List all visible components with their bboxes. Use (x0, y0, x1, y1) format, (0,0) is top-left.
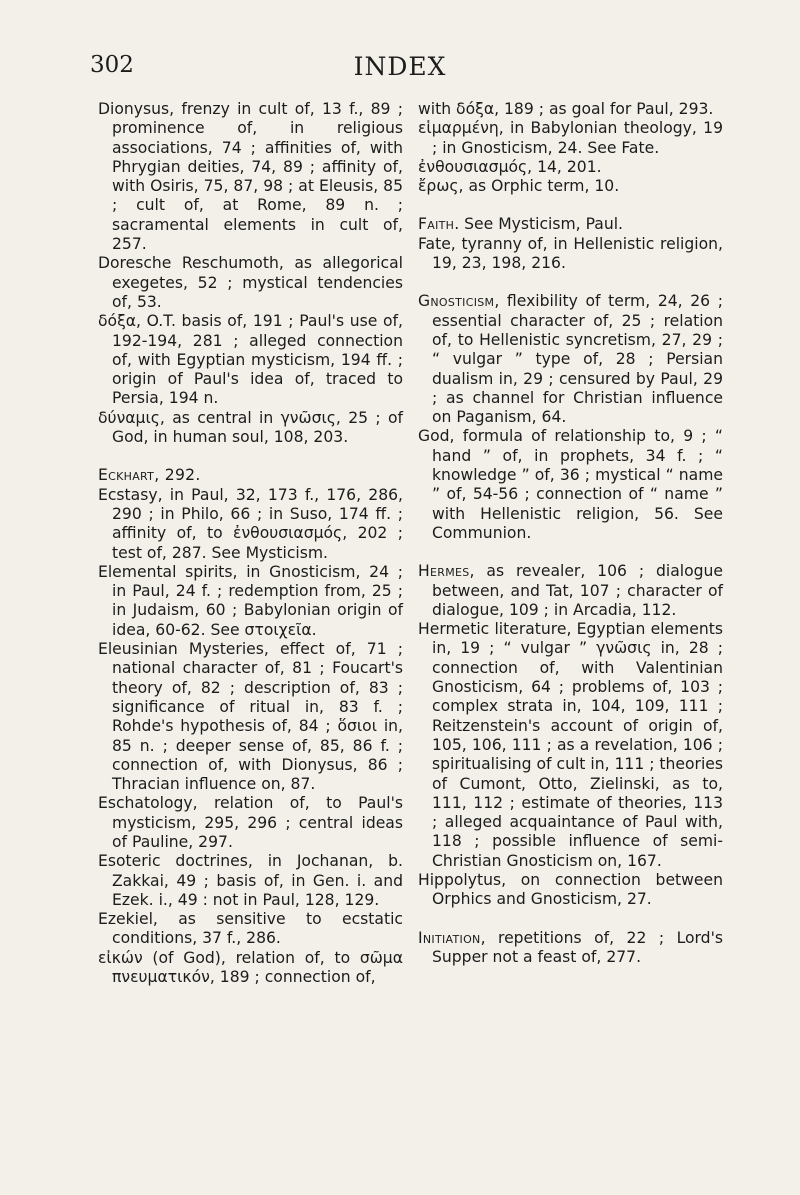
index-entry: Hermes, as revealer, 106 ; dialogue between, and Tat, 107 ; character of dialogue, 109 ; in Arcadia, 112. (418, 562, 723, 619)
index-entry: Eckhart, 292. (98, 466, 201, 485)
index-entry: Faith. See Mysticism, Paul. (418, 215, 624, 234)
index-entry: Esoteric doctrines, in Jochanan, b. Zakkai, 49 ; basis of, in Gen. i. and Ezek. i., 49 : not in Paul, 128, 129. (98, 852, 403, 909)
index-entry: ἔρως, as Orphic term, 10. (418, 177, 620, 196)
index-entry: Ezekiel, as sensitive to ecstatic conditions, 37 f., 286. (98, 910, 403, 948)
index-entry: εἱμαρμένη, in Babylonian theology, 19 ; in Gnosticism, 24. See Fate. (418, 119, 723, 157)
index-column-right (418, 100, 723, 967)
index-entry: δύναμις, as central in γνῶσις, 25 ; of God, in human soul, 108, 203. (98, 408, 403, 447)
index-entry: Fate, tyranny of, in Hellenistic religion, 19, 23, 198, 216. (418, 234, 723, 273)
index-entry: Gnosticism, flexibility of term, 24, 26 ; essential character of, 25 ; relation of, to Hellenistic syncretism, 27, 29 ; “ vulgar ” type of, 28 ; Persian dualism in, 29 ; censured by Paul, 29 ; as channel for Christian influence on Paganism, 64. (418, 292, 723, 427)
index-entry: ἐνθουσιασμός, 14, 201. (418, 157, 602, 176)
index-headword: Gnosticism (418, 292, 495, 311)
index-entry: Doresche Reschumoth, as allegorical exegetes, 52 ; mystical tendencies of, 53. (98, 254, 403, 311)
index-headword: Initiation (418, 928, 481, 947)
index-entry: Hermetic literature, Egyptian elements in, 19 ; “ vulgar ” γνῶσις in, 28 ; connection of, with Valentinian Gnosticism, 64 ; problems of, 103 ; complex strata in, 104, 109, 111 ; Reitzenstein's account of origin of, 105, 106, 111 ; as a revelation, 106 ; spiritualising of cult in, 111 ; theories of Cumont, Otto, Zielinski, as to, 111, 112 ; estimate of theories, 113 ; alleged acquaintance of Paul with, 118 ; possible influence of semi-Christian Gnosticism on, 167. (418, 620, 724, 870)
page-header (0, 52, 800, 88)
index-entry: εἰκών (of God), relation of, to σῶμα πνευματικόν, 189 ; connection of, (98, 948, 403, 987)
index-entry-continuation: with δόξα, 189 ; as goal for Paul, 293. (418, 100, 714, 118)
index-entry: Eleusinian Mysteries, effect of, 71 ; national character of, 81 ; Foucart's theory of, 82 ; description of, 83 ; significance of ritual in, 83 f. ; Rohde's hypothesis of, 84 ; ὅσιοι in, 85 n. ; deeper sense of, 85, 86 f. ; connection of, with Dionysus, 86 ; Thracian influence on, 87. (98, 640, 403, 794)
index-entry: Hippolytus, on connection between Orphics and Gnosticism, 27. (418, 870, 723, 909)
index-headword: Eckhart (98, 466, 155, 485)
index-entry: Elemental spirits, in Gnosticism, 24 ; in Paul, 24 f. ; redemption from, 25 ; in Judaism, 60 ; Babylonian origin of idea, 60-62. See στοιχεῖα. (98, 562, 403, 639)
page-title: INDEX (353, 52, 447, 81)
index-headword: Hermes (418, 562, 470, 581)
index-column-left (98, 100, 403, 987)
index-entry: Dionysus, frenzy in cult of, 13 f., 89 ; prominence of, in religious associations, 74 ; affinities of, with Phrygian deities, 74, 89 ; affinity of, with Osiris, 75, 87, 98 ; at Eleusis, 85 ; cult of, at Rome, 89 n. ; sacramental elements in cult of, 257. (98, 100, 403, 254)
index-entry: Initiation, repetitions of, 22 ; Lord's Supper not a feast of, 277. (418, 928, 723, 966)
page-number: 302 (90, 52, 134, 78)
index-entry: Eschatology, relation of, to Paul's mysticism, 295, 296 ; central ideas of Pauline, 297. (98, 794, 403, 851)
index-entry: Ecstasy, in Paul, 32, 173 f., 176, 286, 290 ; in Philo, 66 ; in Suso, 174 ff. ; affinity of, to ἐνθουσιασμός, 202 ; test of, 287. See Mysticism. (98, 485, 403, 562)
index-headword: Faith (418, 215, 455, 234)
index-entry: God, formula of relationship to, 9 ; “ hand ” of, in prophets, 34 f. ; “ knowledge ” of, 36 ; mystical “ name ” of, 54-56 ; connection of “ name ” with Hellenistic religion, 56. See Communion. (418, 427, 723, 542)
index-entry: δόξα, O.T. basis of, 191 ; Paul's use of, 192-194, 281 ; alleged connection of, with Egyptian mysticism, 194 ff. ; origin of Paul's idea of, traced to Persia, 194 n. (98, 312, 403, 408)
